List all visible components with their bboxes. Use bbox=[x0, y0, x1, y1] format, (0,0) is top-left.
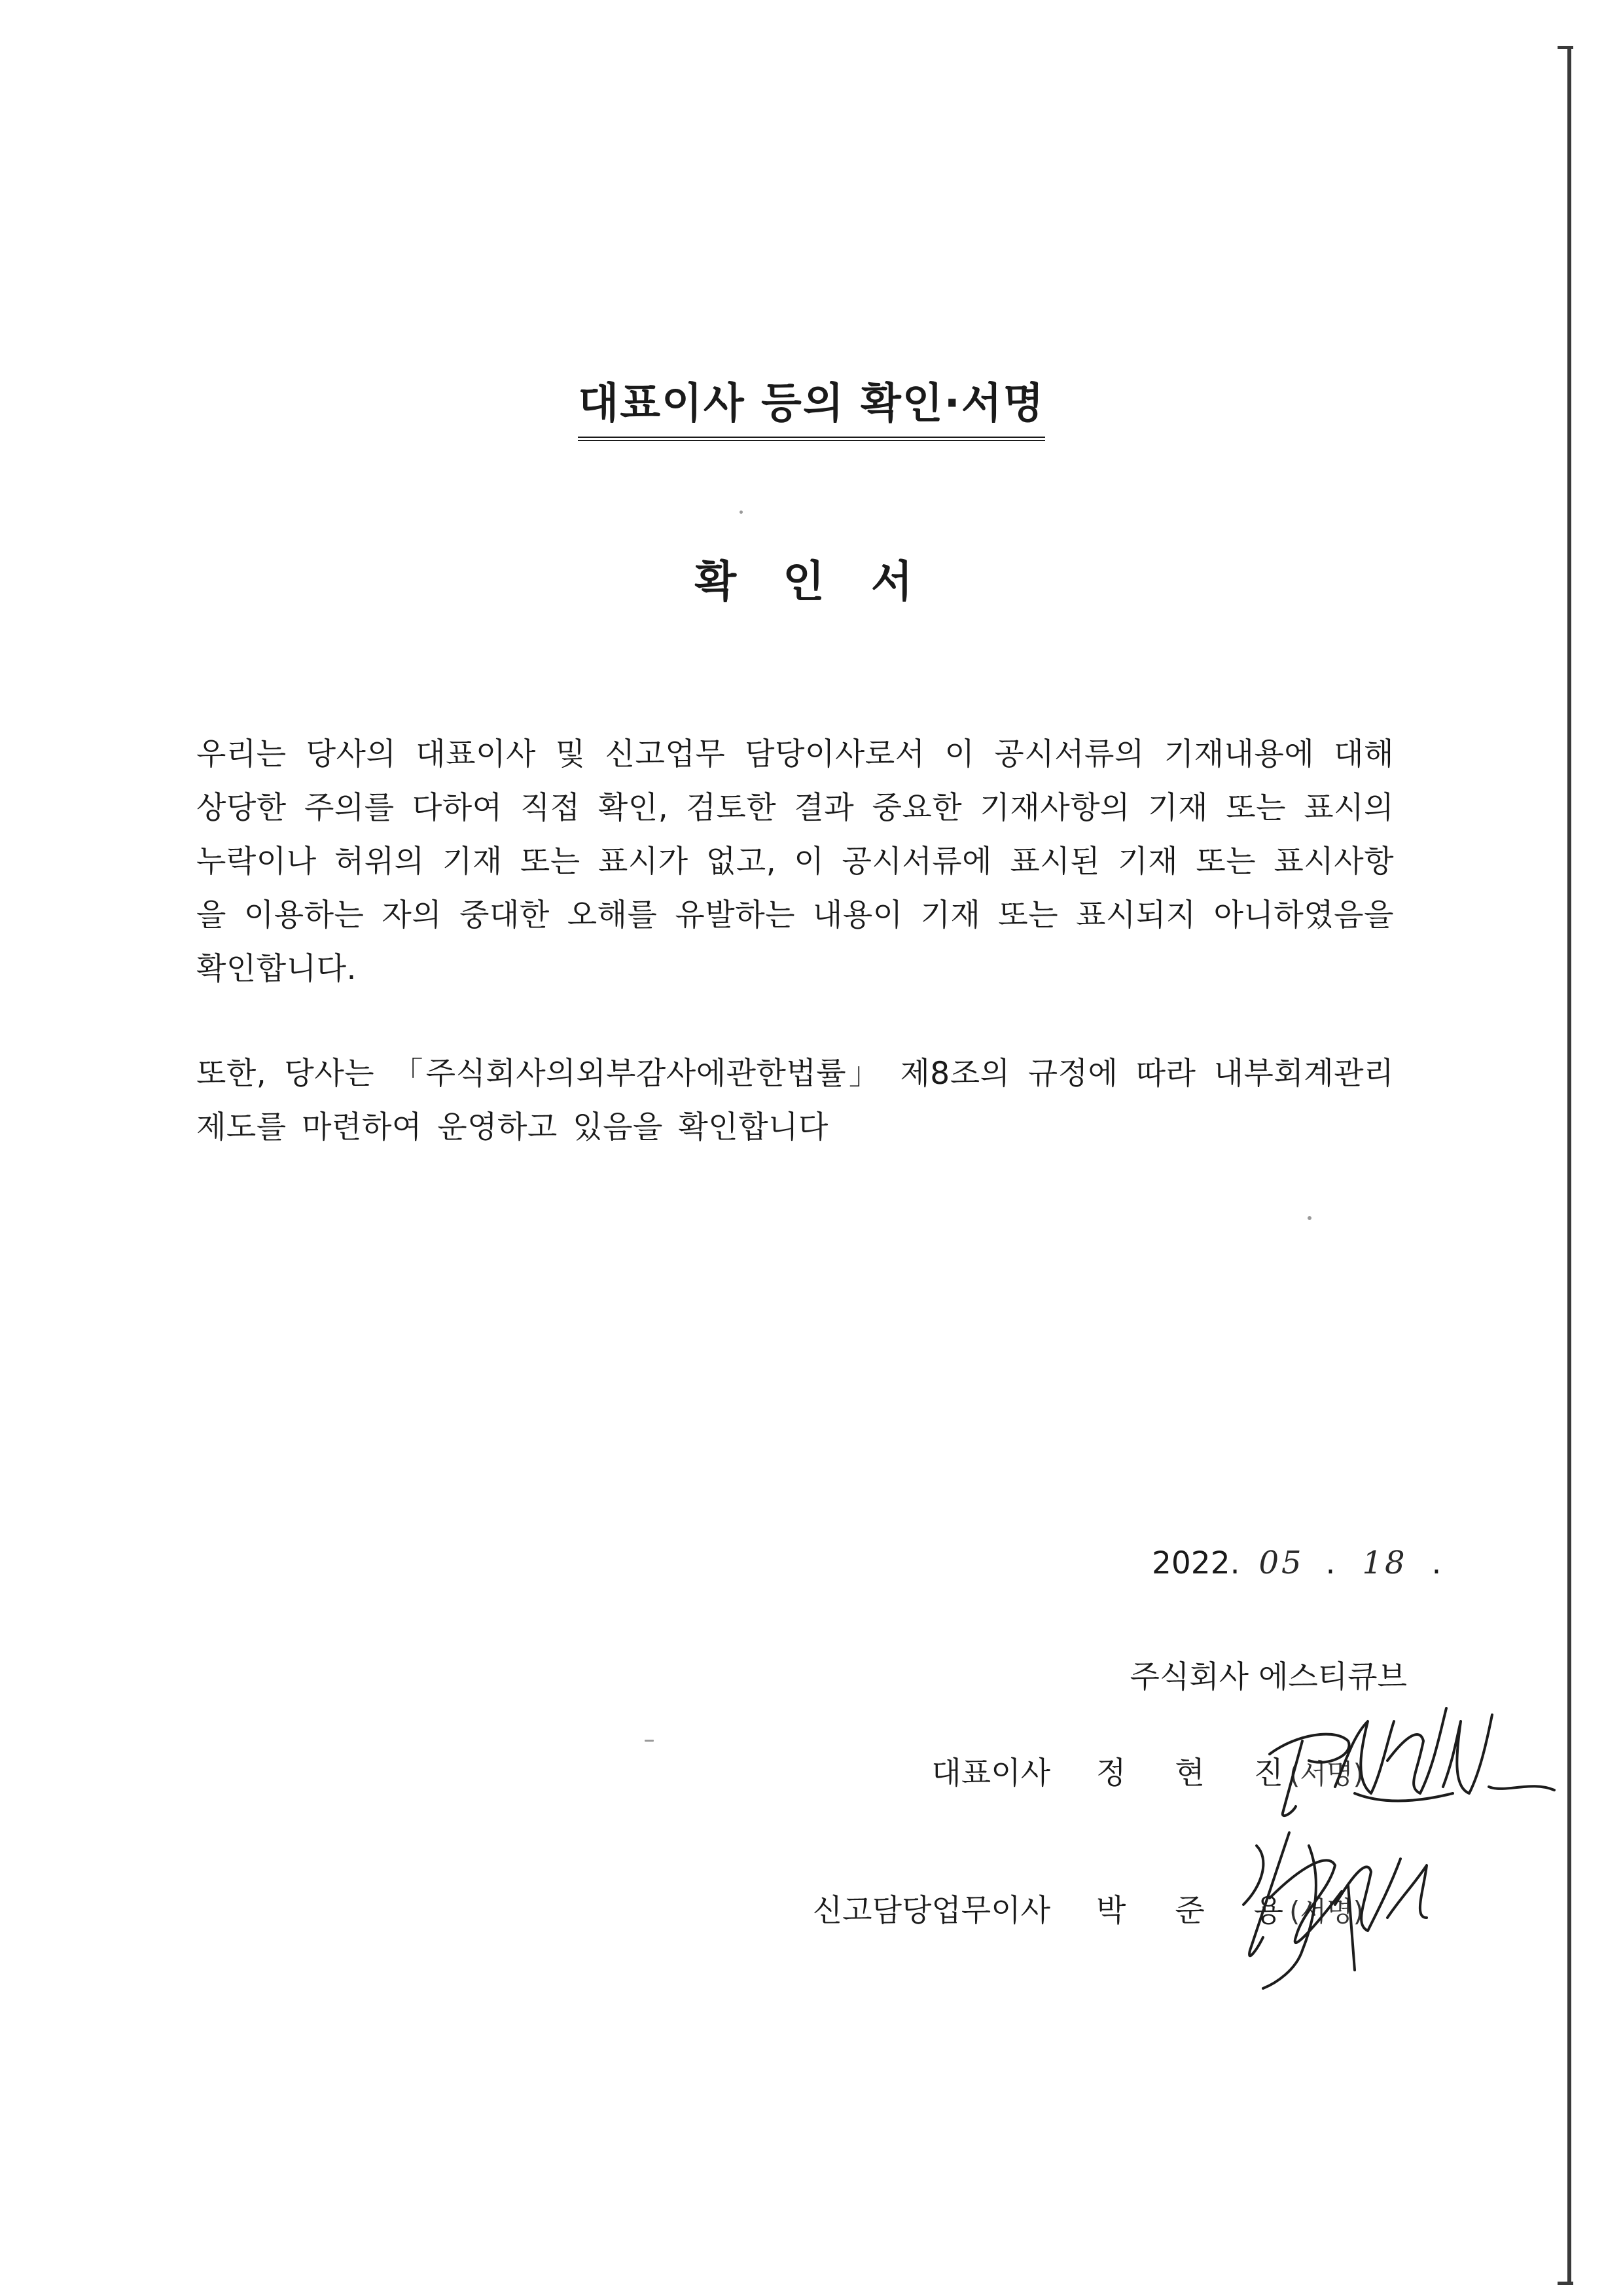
page-edge-tick-top bbox=[1558, 46, 1573, 49]
date-separator: . bbox=[1431, 1545, 1442, 1581]
signer-role-disclosure-officer: 신고담당업무이사 bbox=[812, 1893, 1050, 1929]
date-month: 05 bbox=[1258, 1545, 1304, 1581]
confirmation-paragraph: 우리는 당사의 대표이사 및 신고업무 담당이사로서 이 공시서류의 기재내용에 대해 상당한 주의를 다하여 직접 확인, 검토한 결과 중요한 기재사항의 기재 또는 표시의 누락이나 허위의 기재 또는 표시가 없고, 이 공시서류에 표시된 기재 또는 표시사항을 이용하는 자의 중대한 오해를 유발하는 내용이 기재 또는 표시되지 아니하였음을 확인합니다. bbox=[196, 736, 1394, 987]
signer-name-ceo: 정 현 진 bbox=[1096, 1755, 1304, 1791]
signer-seal-label-disclosure-officer: (서명) bbox=[1289, 1895, 1364, 1928]
scan-speck bbox=[645, 1740, 654, 1742]
document-title-text: 대표이사 등의 확인·서명 bbox=[578, 370, 1044, 441]
date-separator: . bbox=[1325, 1545, 1336, 1581]
internal-control-paragraph: 또한, 당사는 「주식회사의외부감사에관한법률」 제8조의 규정에 따라 내부회계관리제도를 마련하여 운영하고 있음을 확인합니다 bbox=[196, 1056, 1394, 1145]
document-date bbox=[1152, 1545, 1441, 1581]
signer-name-disclosure-officer: 박 준 용 bbox=[1096, 1893, 1304, 1929]
scan-speck bbox=[740, 511, 743, 514]
document-subtitle: 확 인 서 bbox=[694, 556, 929, 607]
signer-seal-label-ceo: (서명) bbox=[1289, 1758, 1364, 1790]
date-year: 2022. bbox=[1152, 1545, 1240, 1581]
date-day: 18 bbox=[1362, 1545, 1408, 1581]
company-name: 주식회사 에스티큐브 bbox=[1130, 1659, 1407, 1695]
handwritten-signature-disclosure-officer bbox=[1230, 1820, 1446, 1990]
signer-role-ceo: 대표이사 bbox=[931, 1755, 1050, 1791]
page-edge-tick-bottom bbox=[1558, 2282, 1573, 2285]
document-title bbox=[0, 370, 1623, 441]
scan-speck bbox=[1308, 1216, 1311, 1220]
